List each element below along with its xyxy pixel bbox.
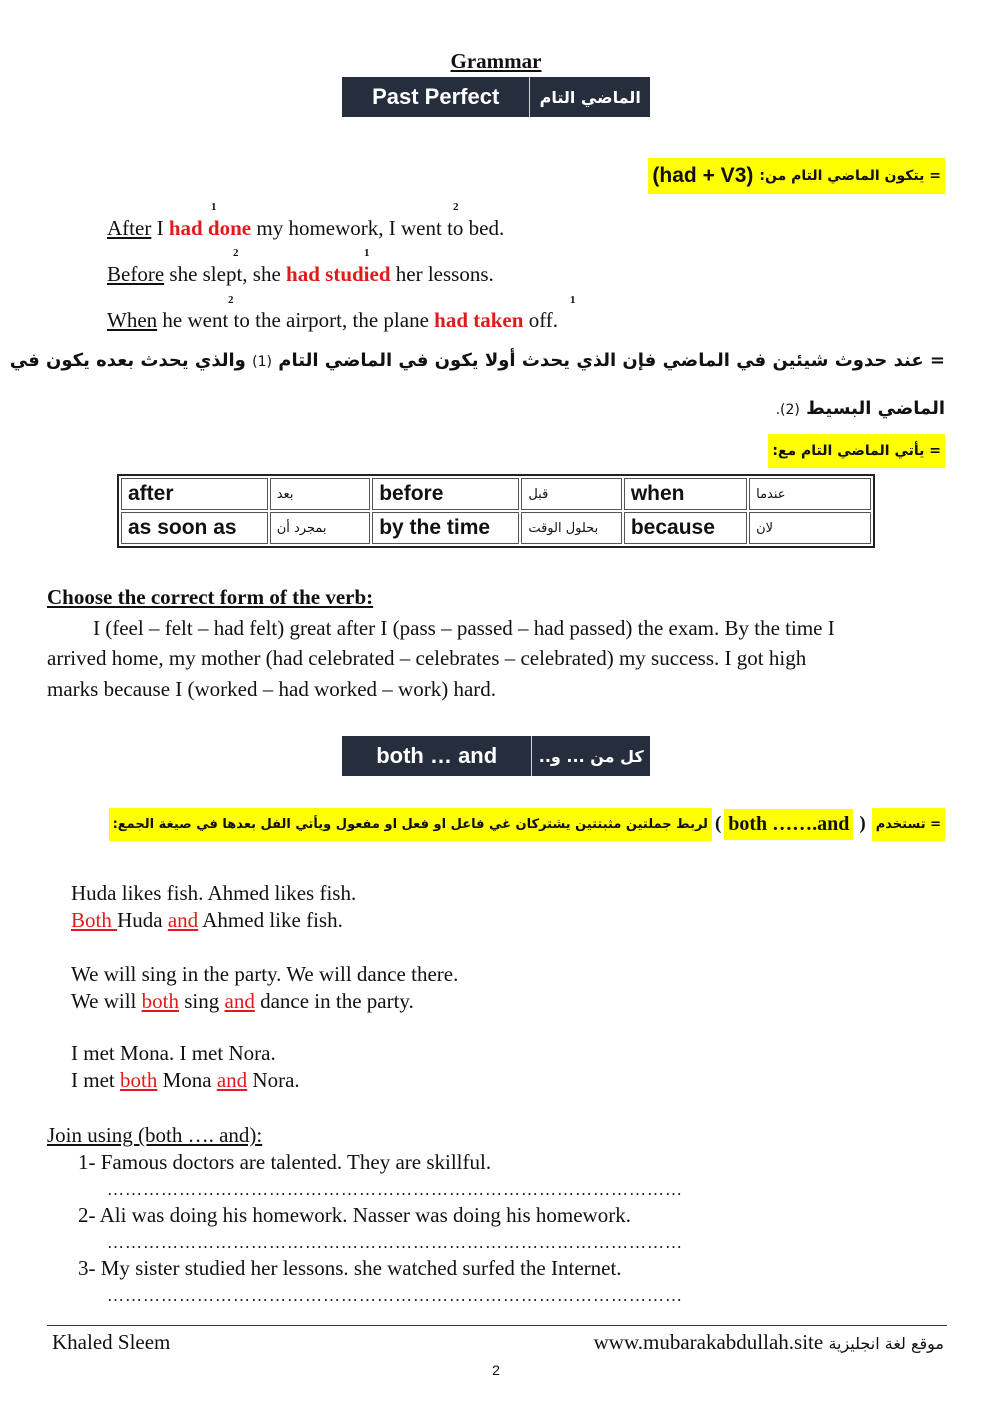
formula-highlight xyxy=(648,158,945,194)
formula-prefix: = يتكون الماضي التام من: xyxy=(759,168,941,184)
sentence-text: he went to the airport, the plane xyxy=(157,308,435,332)
table-cell-ar: بعد xyxy=(270,478,371,510)
item-text: Famous doctors are talented. They are skillful. xyxy=(100,1150,492,1174)
sentence-text: I xyxy=(151,216,169,240)
site-label-ar: موقع لغة انجليزية xyxy=(828,1334,944,1353)
answer-line[interactable]: …………………………………………………………………………………… xyxy=(107,1180,683,1199)
example-sentence xyxy=(107,216,504,241)
rule-line-1 xyxy=(9,346,945,377)
and-word: and xyxy=(216,1068,248,1092)
table-cell-ar: قبل xyxy=(521,478,622,510)
past-perfect-banner xyxy=(342,77,650,117)
footer-site xyxy=(594,1330,944,1355)
given-sentences: I met Mona. I met Nora. xyxy=(71,1041,276,1065)
exercise1-line: arrived home, my mother (had celebrated – celebrates – celebrated) my success. I got high xyxy=(47,646,807,670)
footer-author: Khaled Sleem xyxy=(52,1330,171,1354)
footer-divider xyxy=(47,1325,947,1326)
exercise1-line: I (feel – felt – had felt) great after I (pass – passed – had passed) the exam. By the time I xyxy=(93,616,835,640)
joined-sentence xyxy=(71,1068,300,1093)
page-title: Grammar xyxy=(450,49,542,73)
site-url: www.mubarakabdullah.site xyxy=(593,1330,824,1354)
conjunction-table xyxy=(117,474,875,548)
given-sentences: Huda likes fish. Ahmed likes fish. xyxy=(71,881,357,905)
sentence-text: my homework, I went to bed. xyxy=(251,216,505,240)
table-cell-en: as soon as xyxy=(121,512,268,544)
banner-label-ar: الماضي التام xyxy=(529,77,650,117)
table-cell-en: by the time xyxy=(372,512,519,544)
sentence-text: Mona xyxy=(157,1068,217,1092)
sentence-text: Nora. xyxy=(247,1068,300,1092)
order-mark: 2 xyxy=(453,201,459,213)
rule-text: = تستخدم xyxy=(872,808,945,841)
table-cell-en: after xyxy=(121,478,268,510)
exercise2-item xyxy=(78,1150,491,1175)
joined-sentence xyxy=(71,989,414,1014)
sentence-text: We will xyxy=(71,989,142,1013)
sentence-text: sing xyxy=(178,989,225,1013)
rule-number: (1) xyxy=(252,354,273,370)
sentence-text: she slept, she xyxy=(164,262,287,286)
time-word: After xyxy=(107,216,152,240)
exercise2-item xyxy=(78,1256,622,1281)
table-cell-ar: بحلول الوقت xyxy=(521,512,622,544)
exercise1-line: marks because I (worked – had worked – work) hard. xyxy=(47,677,497,701)
rule-text: = عند حدوث شيئين في الماضي فإن الذي يحدث أولا يكون في الماضي التام xyxy=(278,350,945,371)
formula-rule: (had + V3) xyxy=(652,164,754,187)
banner-label-en: Past Perfect xyxy=(372,84,500,109)
sentence-text: dance in the party. xyxy=(254,989,414,1013)
rule-number: (2). xyxy=(775,402,800,418)
table-cell-en: before xyxy=(372,478,519,510)
rule-text: الماضي البسيط xyxy=(806,398,945,419)
banner-label-en: both … and xyxy=(376,743,498,768)
example-sentence xyxy=(107,262,494,287)
table-row xyxy=(121,512,871,544)
past-perfect-verb: had taken xyxy=(434,308,524,332)
sentence-text: off. xyxy=(523,308,559,332)
item-text: Ali was doing his homework. Nasser was doing his homework. xyxy=(99,1203,631,1227)
both-word: both xyxy=(141,989,179,1013)
time-word: When xyxy=(107,308,158,332)
rule-line-2 xyxy=(776,394,945,425)
rule-term: both …….and xyxy=(724,809,853,840)
item-number: 3- xyxy=(78,1256,96,1280)
both-and-banner xyxy=(342,736,650,776)
table-cell-ar: بمجرد أن xyxy=(270,512,371,544)
exercise2-heading: Join using (both …. and): xyxy=(47,1123,263,1147)
comes-with-highlight: = يأتي الماضي التام مع: xyxy=(768,434,945,468)
table-cell-ar: لان xyxy=(749,512,871,544)
exercise1-heading: Choose the correct form of the verb: xyxy=(47,585,374,609)
order-mark: 1 xyxy=(570,294,576,306)
both-word: both xyxy=(119,1068,158,1092)
table-cell-en: when xyxy=(624,478,747,510)
table-cell-ar: عندما xyxy=(749,478,871,510)
example-sentence xyxy=(107,308,558,333)
joined-sentence xyxy=(71,908,343,933)
table-cell-en: because xyxy=(624,512,747,544)
item-number: 2- xyxy=(78,1203,96,1227)
order-mark: 1 xyxy=(364,247,370,259)
page-number: 2 xyxy=(492,1362,500,1378)
rule-text: لربط جملتين مثبتتين يشتركان غي فاعل او فعل او مفعول ويأتي الفل بعدها في صيغة الجمع: xyxy=(109,808,712,841)
order-mark: 1 xyxy=(211,201,217,213)
given-sentences: We will sing in the party. We will dance there. xyxy=(71,962,459,986)
rule-paren: ( xyxy=(859,813,866,834)
answer-line[interactable]: …………………………………………………………………………………… xyxy=(107,1233,683,1252)
exercise2-item xyxy=(78,1203,631,1228)
both-rule xyxy=(109,806,945,842)
and-word: and xyxy=(224,989,255,1013)
past-perfect-verb: had done xyxy=(168,216,252,240)
sentence-text: Ahmed like fish. xyxy=(198,908,343,932)
past-perfect-verb: had studied xyxy=(286,262,391,286)
sentence-text: I met xyxy=(71,1068,120,1092)
item-text: My sister studied her lessons. she watched surfed the Internet. xyxy=(100,1256,622,1280)
order-mark: 2 xyxy=(233,247,239,259)
table-row xyxy=(121,478,871,510)
banner-label-ar: كل من ... و.. xyxy=(531,736,650,776)
time-word: Before xyxy=(107,262,165,286)
item-number: 1- xyxy=(78,1150,96,1174)
sentence-text: Huda xyxy=(117,908,168,932)
rule-text: والذي يحدث بعده يكون في xyxy=(9,350,246,371)
and-word: and xyxy=(167,908,199,932)
sentence-text: her lessons. xyxy=(390,262,494,286)
rule-paren: ) xyxy=(714,813,722,834)
both-word: Both xyxy=(71,908,118,932)
order-mark: 2 xyxy=(228,294,234,306)
answer-line[interactable]: …………………………………………………………………………………… xyxy=(107,1286,683,1305)
